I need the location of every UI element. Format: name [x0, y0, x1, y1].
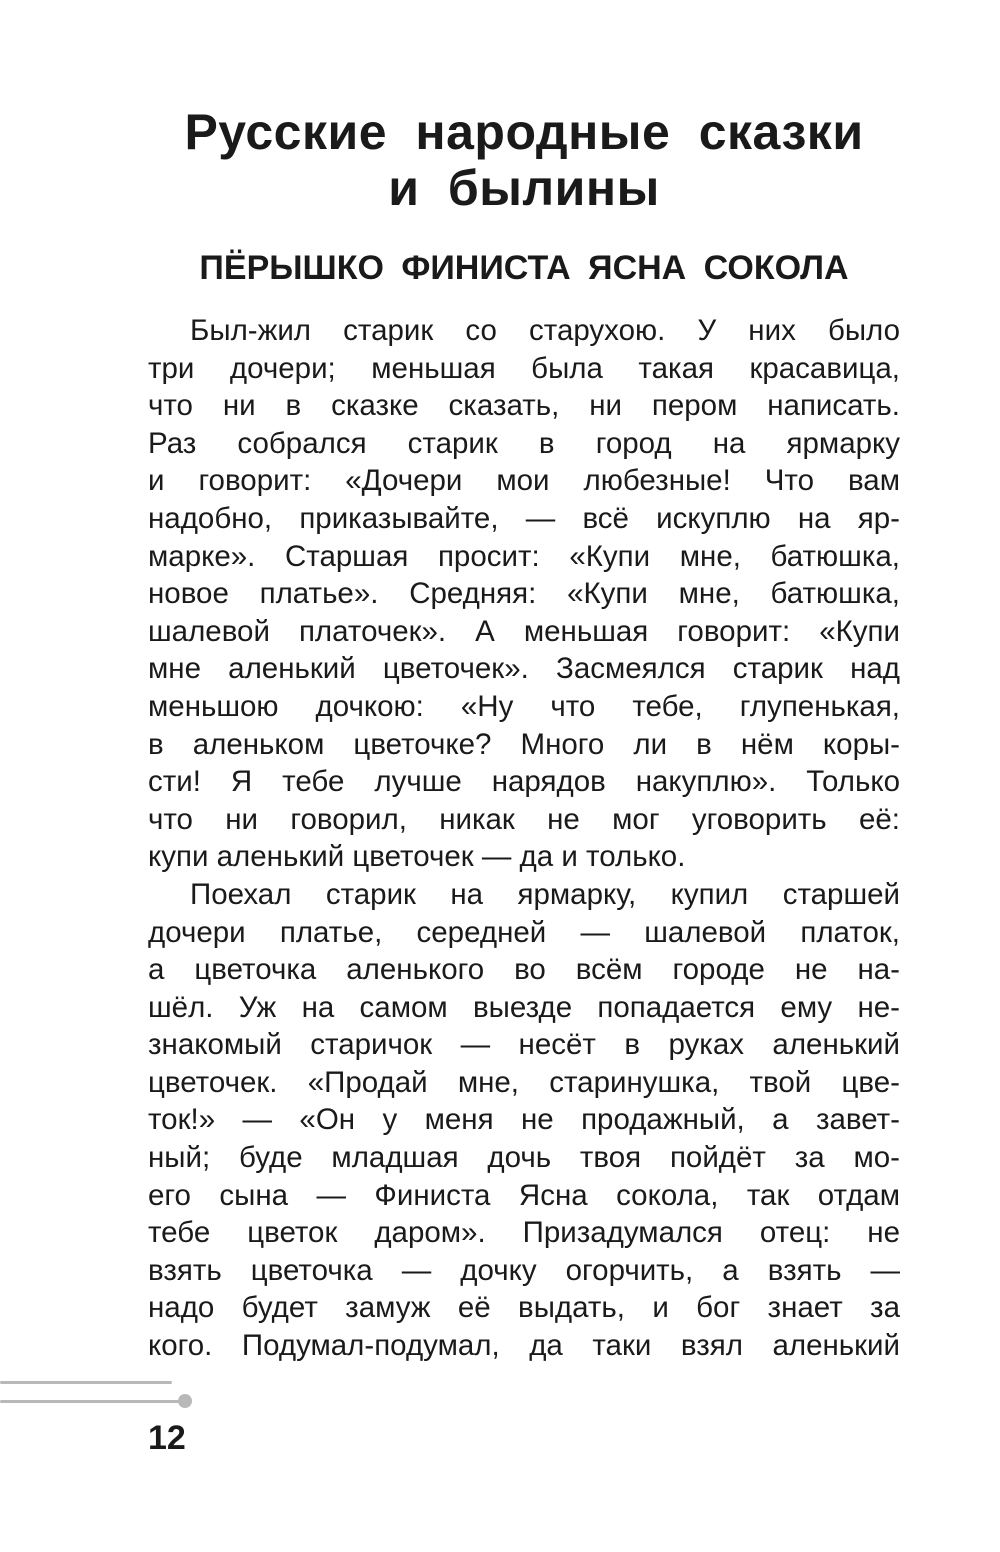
text-line: надобно, приказывайте, — всё искуплю на яр- [148, 501, 900, 535]
page-title [148, 104, 900, 216]
text-line: взять цветочка — дочку огорчить, а взять — [148, 1253, 900, 1287]
text-line: Раз собрался старик в город на ярмарку [148, 426, 900, 460]
text-line: знакомый старичок — несёт в руках аленький [148, 1028, 900, 1062]
text-line: марке». Старшая просит: «Купи мне, батюшка, [148, 539, 900, 573]
text-line: сти! Я тебе лучше нарядов накуплю». Только [148, 765, 900, 799]
text-line: купи аленький цветочек — да и только. [148, 840, 686, 874]
text-line: кого. Подумал-подумал, да таки взял аленький [148, 1329, 900, 1363]
text-line: мне аленький цветочек». Засмеялся старик над [148, 652, 900, 686]
text-line: ток!» — «Он у меня не продажный, а завет- [148, 1103, 900, 1137]
text-line: а цветочка аленького во всём городе не на- [148, 953, 900, 987]
text-line: меньшою дочкою: «Ну что тебе, глупенькая, [148, 689, 900, 723]
text-line: тебе цветок даром». Призадумался отец: не [148, 1216, 900, 1250]
text-line: три дочери; меньшая была такая красавица, [148, 351, 900, 385]
text-line: цветочек. «Продай мне, старинушка, твой цве- [148, 1065, 900, 1099]
text-line: надо будет замуж её выдать, и бог знает за [148, 1291, 900, 1325]
page-number: 12 [148, 1419, 186, 1457]
text-line: и говорит: «Дочери мои любезные! Что вам [148, 464, 900, 498]
text-line: что ни в сказке сказать, ни пером написать. [148, 389, 900, 423]
story-title: ПЁРЫШКО ФИНИСТА ЯСНА СОКОЛА [199, 249, 849, 287]
text-line: Поехал старик на ярмарку, купил старшей [190, 877, 900, 911]
text-line: в аленьком цветочке? Много ли в нём коры- [148, 727, 900, 761]
text-line: дочери платье, середней — шалевой платок, [148, 915, 900, 949]
text-line: ный; буде младшая дочь твоя пойдёт за мо- [148, 1141, 900, 1175]
page-title-line-2: и былины [388, 160, 660, 216]
story-text [148, 312, 900, 1365]
text-line: новое платье». Средняя: «Купи мне, батюшка, [148, 577, 900, 611]
text-line: Был-жил старик со старухою. У них было [190, 314, 900, 347]
text-line: шалевой платочек». А меньшая говорит: «Купи [148, 614, 900, 648]
footer-dot [178, 1394, 192, 1408]
footer-rule-top [0, 1381, 172, 1384]
page-title-line-1: Русские народные сказки [184, 104, 864, 160]
text-line: его сына — Финиста Ясна сокола, так отдам [148, 1178, 900, 1212]
footer-rule-bottom [0, 1400, 180, 1403]
text-line: что ни говорил, никак не мог уговорить её: [148, 802, 900, 836]
text-line: шёл. Уж на самом выезде попадается ему не- [148, 990, 900, 1024]
